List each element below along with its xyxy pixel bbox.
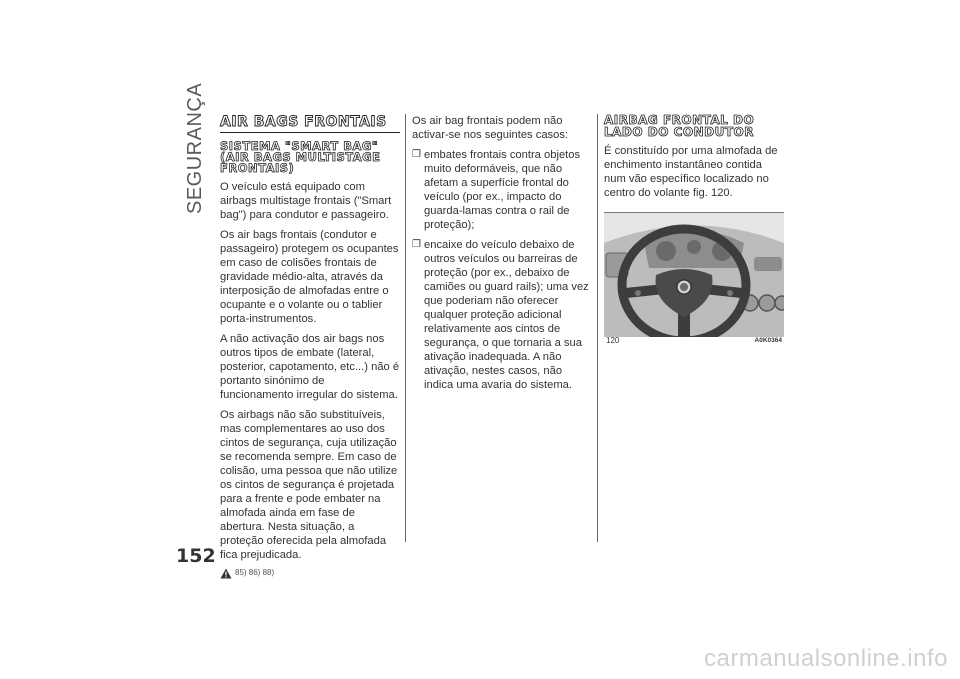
subsection-heading-line: FRONTAIS) bbox=[220, 161, 295, 175]
paragraph: Os air bags frontais (condutor e passageiro) protegem os ocupantes em caso de colisões frontais de gravidade médio-alta, através da interposição de almofadas entre o ocupante e o volante ou o tablier porta-instrumentos. bbox=[220, 229, 399, 325]
warning-reference bbox=[220, 566, 400, 580]
subsection-heading bbox=[220, 141, 400, 174]
column-divider bbox=[405, 114, 406, 542]
steering-wheel-airbag-icon bbox=[604, 213, 784, 337]
section-heading-line: AIRBAG FRONTAL DO bbox=[604, 113, 755, 127]
paragraph: É constituído por uma almofada de enchimento instantâneo contida num vão específico localizado no centro do volante fig. 120. bbox=[604, 145, 778, 199]
subsection-heading-line: (AIR BAGS MULTISTAGE bbox=[220, 150, 381, 164]
column-1 bbox=[220, 114, 400, 580]
warning-triangle-icon bbox=[220, 568, 232, 579]
paragraph: O veículo está equipado com airbags multistage frontais ("Smart bag") para condutor e passageiro. bbox=[220, 181, 392, 221]
section-side-title: SEGURANÇA bbox=[184, 82, 206, 214]
figure-code: A0K0364 bbox=[754, 337, 782, 344]
list-item bbox=[412, 238, 592, 392]
column-divider bbox=[597, 114, 598, 542]
watermark: carmanualsonline.info bbox=[704, 645, 948, 672]
checkbox-bullet-icon: ❒ bbox=[412, 149, 421, 160]
checkbox-bullet-icon: ❒ bbox=[412, 239, 421, 250]
section-heading-line: LADO DO CONDUTOR bbox=[604, 125, 754, 139]
list-item-text: embates frontais contra objetos muito deformáveis, que não afetam a superfície frontal do veículo (por ex., impacto do guarda-lamas contra o rail de proteção); bbox=[424, 149, 581, 231]
subsection-heading-line: SISTEMA "SMART BAG" bbox=[220, 139, 379, 153]
figure-number: 120 bbox=[606, 336, 620, 345]
page-number: 152 bbox=[176, 545, 216, 567]
paragraph: Os airbags não são substituíveis, mas complementares ao uso dos cintos de segurança, cuja utilização se recomenda sempre. Em caso de colisão, uma pessoa que não utilize os cintos de segurança é projetada para a frente e pode embater na almofada ainda em fase de abertura. Nesta situação, a proteção oferecida pela almofada fica prejudicada. bbox=[220, 409, 398, 561]
paragraph: Os air bag frontais podem não activar-se nos seguintes casos: bbox=[412, 115, 569, 141]
section-heading: AIR BAGS FRONTAIS bbox=[220, 114, 400, 133]
figure bbox=[604, 212, 784, 349]
section-heading bbox=[604, 114, 784, 138]
paragraph: A não activação dos air bags nos outros tipos de embate (lateral, posterior, capotamento, etc...) não é portanto sinónimo de funcionamento irregular do sistema. bbox=[220, 333, 400, 401]
column-3 bbox=[604, 114, 784, 349]
column-2 bbox=[412, 114, 592, 398]
warning-refs-text: 85) 86) 88) bbox=[235, 568, 275, 577]
list-item-text: encaixe do veículo debaixo de outros veículos ou barreiras de proteção (por ex., debaixo de camiões ou guard rails); uma vez que poderiam não oferecer qualquer proteção adicional relativamente aos cintos de segurança, o que tornaria a sua ativação inadequada. A não ativação, nestes casos, não indica uma avaria do sistema. bbox=[424, 239, 589, 391]
list-item bbox=[412, 148, 592, 232]
